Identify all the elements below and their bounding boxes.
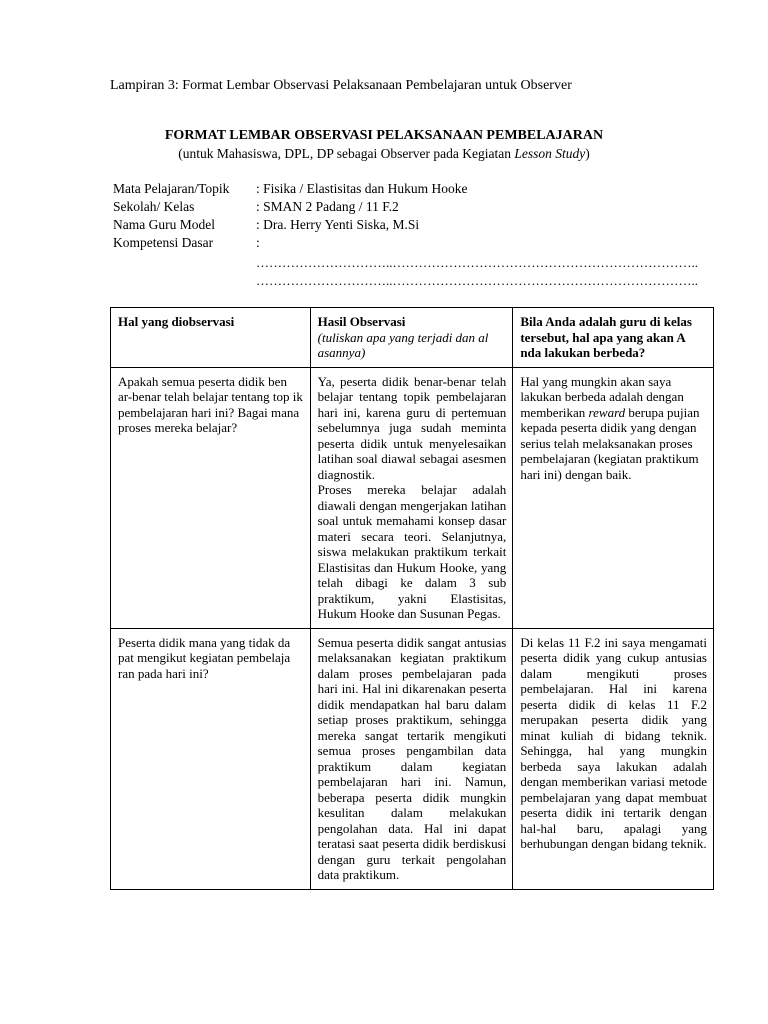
header-hasil — [310, 308, 513, 368]
row2-hasil-text: Semua peserta didik sangat antusias melaksanakan kegiatan praktikum dalam proses pembelajaran pada hari ini. Hal ini dikarenakan peserta didik mendapatkan hal baru dalam setiap proses praktikum, sehingga mereka sangat tertarik mengikuti semua proses pengambilan data praktikum dalam kegiatan pembelajaran hari ini. Namun, beberapa peserta didik mungkin kesulitan dalam melakukan pengolahan data. Hal ini dapat teratasi saat peserta didik berdiskusi dengan guru terkait pengolahan data praktikum. — [317, 634, 507, 882]
row2-bila-text: Di kelas 11 F.2 ini saya mengamati peserta didik yang cukup antusias dalam mengikuti proses pembelajaran. Hal ini karena peserta didik di kelas 11 F.2 merupakan peserta didik yang minat kuliah di bidang teknik. Sehingga, hal yang mungkin berbeda saya lakukan adalah dengan memberikan variasi metode pembelajaran yang dapat membuat peserta didik ini tertarik dengan hal-hal baru, apalagi yang berhubungan dengan bidang teknik. — [520, 634, 707, 851]
row1-hasil-p1: Ya, peserta didik benar-benar telah belajar tentang topik pembelajaran hari ini, karena guru di pertemuan sebelumnya juga sudah meminta peserta didik untuk menyelesaikan latihan soal diawal sebagai asesmen diagnostik. — [317, 373, 507, 482]
mapel-value: : Fisika / Elastisitas dan Hukum Hooke — [256, 181, 468, 196]
guru-value: : Dra. Herry Yenti Siska, M.Si — [256, 217, 420, 232]
header-hal-text: Hal yang diobservasi — [118, 314, 235, 329]
table-header-row — [111, 308, 714, 368]
form-title: FORMAT LEMBAR OBSERVASI PELAKSANAAN PEMBELAJARAN — [164, 128, 604, 143]
row1-hasil-p2: Proses mereka belajar adalah diawali dengan mengerjakan latihan soal untuk memahami konsep dasar materi secara teori. Selanjutnya, siswa melakukan praktikum terkait Elastisitas dan Hukum Hooke, yang telah dibagi ke dalam 3 sub praktikum, yakni Elastisitas, Hukum Hooke dan Susunan Pegas. — [317, 482, 507, 621]
row1-bila-b: berupa pujian kepada peserta didik yang dengan serius telah melaksanakan proses pembelajaran (kegiatan praktikum hari ini) dengan baik. — [520, 404, 700, 482]
header-bila — [513, 308, 714, 368]
guru-label: Nama Guru Model — [113, 217, 215, 232]
row1-bila — [513, 367, 714, 628]
header-hasil-note: (tuliskan apa yang terjadi dan al asannya) — [317, 329, 489, 360]
sekolah-label: Sekolah/ Kelas — [113, 199, 195, 214]
kd-value: : — [256, 235, 260, 250]
table-row — [111, 367, 714, 628]
kd-label: Kompetensi Dasar — [113, 235, 214, 250]
row1-hasil — [310, 367, 513, 628]
header-hal — [111, 308, 311, 368]
kd-dotted-line-2: …………………………..…………………………………………………………….. — [256, 273, 698, 288]
row2-bila — [513, 628, 714, 889]
subtitle-text: (untuk Mahasiswa, DPL, DP sebagai Observer pada Kegiatan — [178, 146, 515, 161]
attachment-heading: Lampiran 3: Format Lembar Observasi Pelaksanaan Pembelajaran untuk Observer — [110, 78, 572, 93]
subtitle-close: ) — [585, 146, 590, 161]
subtitle-italic: Lesson Study — [514, 146, 586, 161]
row2-hal — [111, 628, 311, 889]
table-row — [111, 628, 714, 889]
row1-hal-text: Apakah semua peserta didik ben ar-benar telah belajar tentang top ik pembelajaran hari ini? Bagai mana proses mereka belajar? — [118, 373, 303, 435]
sekolah-value: : SMAN 2 Padang / 11 F.2 — [256, 199, 399, 214]
form-subtitle — [0, 146, 768, 162]
row1-hal — [111, 367, 311, 628]
mapel-label: Mata Pelajaran/Topik — [113, 181, 230, 196]
header-bila-text: Bila Anda adalah guru di kelas tersebut, hal apa yang akan A nda lakukan berbeda? — [520, 314, 692, 360]
observation-table — [110, 307, 714, 890]
row2-hasil — [310, 628, 513, 889]
kd-dotted-line-1: …………………………..…………………………………………………………….. — [256, 255, 698, 270]
row1-bila-a: Hal yang mungkin akan saya lakukan berbeda adalah dengan memberikan — [520, 373, 684, 420]
header-hasil-text: Hasil Observasi — [317, 314, 406, 329]
row1-bila-italic: reward — [588, 404, 626, 420]
row2-hal-text: Peserta didik mana yang tidak da pat mengikut kegiatan pembelaja ran pada hari ini? — [118, 634, 291, 681]
